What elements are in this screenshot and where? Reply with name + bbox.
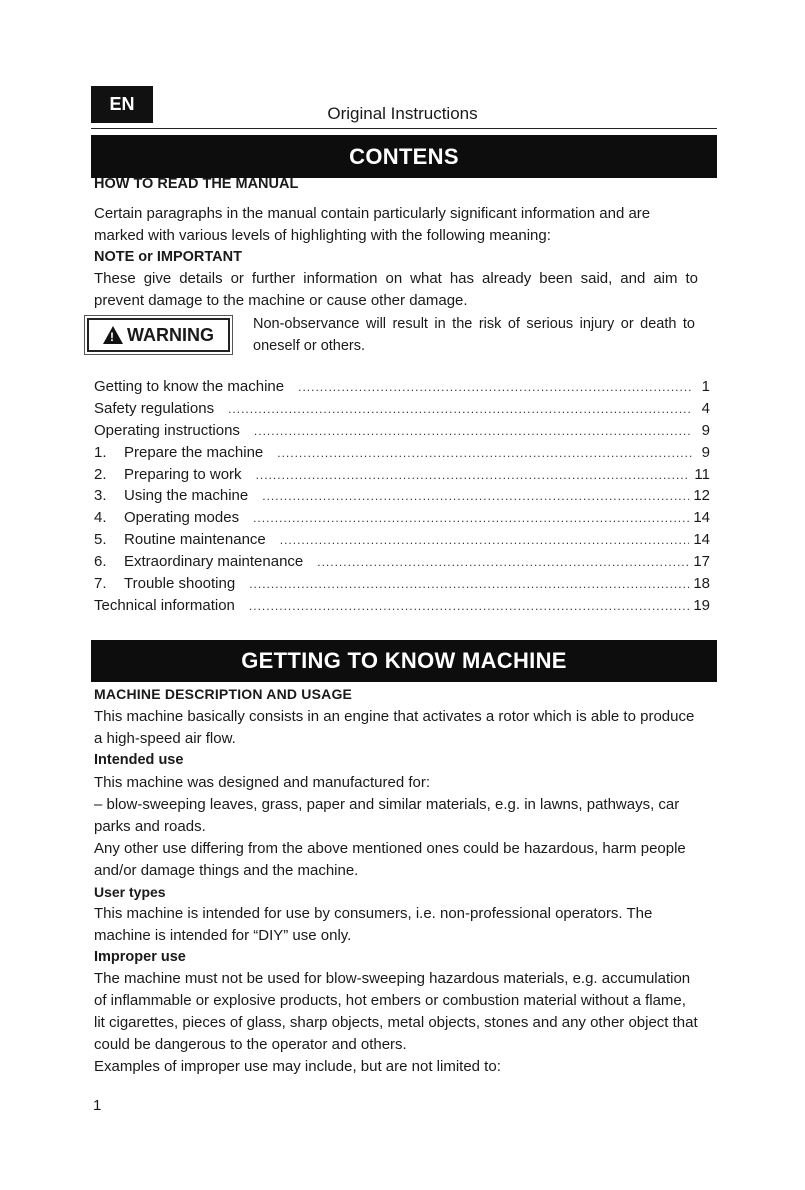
toc-entry-label: Preparing to work [124,465,242,483]
toc-leader-dots [253,511,689,525]
toc-entry-label: Technical information [94,596,235,614]
toc-entry-label: Safety regulations [94,399,215,417]
intro-paragraph: Certain paragraphs in the manual contain particularly significant information and are marked with various levels of highlighting with the following meaning: [94,205,651,244]
toc-entry-number: 7. [94,575,107,593]
intended-use-intro: This machine was designed and manufactured for: [94,774,431,791]
toc-entry-number: 6. [94,553,107,571]
toc-entry [94,575,710,597]
toc-entry [94,466,710,488]
toc-entry-label: Getting to know the machine [94,378,285,395]
toc-leader-dots [277,446,692,460]
toc-entry-page: 18 [693,575,710,593]
toc-entry-label: Using the machine [124,487,249,505]
warning-text: Non-observance will result in the risk of serious injury or death to oneself or others. [253,316,695,354]
language-badge: EN [91,86,153,123]
toc-entry-page: 9 [701,421,710,439]
toc-entry [94,509,710,531]
note-paragraph: These give details or further information on what has already been said, and aim to prevent damage to the machine or cause other damage. [94,270,698,309]
toc-leader-dots [280,533,690,547]
toc-entry-label: Trouble shooting [124,575,236,593]
toc-leader-dots [228,402,692,416]
toc-entry [94,553,710,575]
description-heading: MACHINE DESCRIPTION AND USAGE [94,686,353,702]
intended-use-item: – blow-sweeping leaves, grass, paper and similar materials, e.g. in lawns, pathways, car parks and roads. [94,796,680,835]
toc-entry-page: 12 [693,487,710,505]
toc-entry-number: 3. [94,487,107,505]
warning-label-box [87,318,230,352]
toc-entry-label: Extraordinary maintenance [124,553,304,571]
toc-leader-dots [249,577,689,591]
how-to-read-heading: HOW TO READ THE MANUAL [94,176,299,192]
toc-entry [94,378,710,400]
toc-entry-number: 4. [94,509,107,527]
toc-entry-page: 11 [694,465,710,483]
toc-entry-label: Operating modes [124,509,240,527]
warning-triangle-icon: ! [103,326,123,344]
toc-entry-page: 9 [701,443,710,461]
intended-use-warning: Any other use differing from the above mentioned ones could be hazardous, harm people and/or damage things and the machine. [94,840,686,879]
toc-entry [94,531,710,553]
toc-leader-dots [298,380,692,394]
toc-leader-dots [256,468,691,482]
toc-leader-dots [254,424,692,438]
header-divider [91,128,717,129]
toc-entry-page: 14 [693,509,710,527]
toc-entry [94,444,710,466]
intended-use-heading: Intended use [94,752,184,768]
toc-entry [94,487,710,509]
user-types-heading: User types [94,884,166,900]
toc-entry [94,400,710,422]
toc-entry-label: Prepare the machine [124,443,264,461]
toc-entry-page: 4 [701,399,710,417]
toc-entry-page: 17 [693,553,710,571]
toc-entry-label: Routine maintenance [124,531,266,549]
toc-entry-page: 14 [693,531,710,549]
improper-use-paragraph: The machine must not be used for blow-sweeping hazardous materials, e.g. accumulation of inflammable or explosive products, hot embers or combustion material without a flame, lit cigarettes, pieces of glass, sharp objects, metal objects, stones and any other object that could be dangerous to the operator and others. [94,970,698,1053]
toc-entry-number: 5. [94,531,107,549]
toc-entry [94,422,710,444]
toc-entry-number: 1. [94,443,107,461]
toc-entry [94,597,710,619]
warning-label: WARNING [127,324,214,345]
contents-banner: CONTENS [91,135,717,178]
subtitle-text: Original Instructions [327,104,478,123]
toc-entry-label: Operating instructions [94,421,240,439]
toc-entry-number: 2. [94,465,107,483]
toc-entry-page: 1 [701,378,710,395]
document-subtitle [0,104,805,124]
improper-use-examples: Examples of improper use may include, but are not limited to: [94,1058,501,1075]
improper-use-heading: Improper use [94,949,186,965]
getting-to-know-banner: GETTING TO KNOW MACHINE [91,640,717,682]
toc-leader-dots [262,489,689,503]
note-heading: NOTE or IMPORTANT [94,249,242,265]
user-types-paragraph: This machine is intended for use by consumers, i.e. non-professional operators. The machine is intended for “DIY” use only. [94,905,653,944]
table-of-contents [94,378,710,619]
description-paragraph: This machine basically consists in an engine that activates a rotor which is able to produce a high-speed air flow. [94,708,695,747]
toc-leader-dots [249,599,689,613]
page-number: 1 [93,1097,102,1114]
toc-entry-page: 19 [693,596,710,614]
toc-leader-dots [317,555,689,569]
